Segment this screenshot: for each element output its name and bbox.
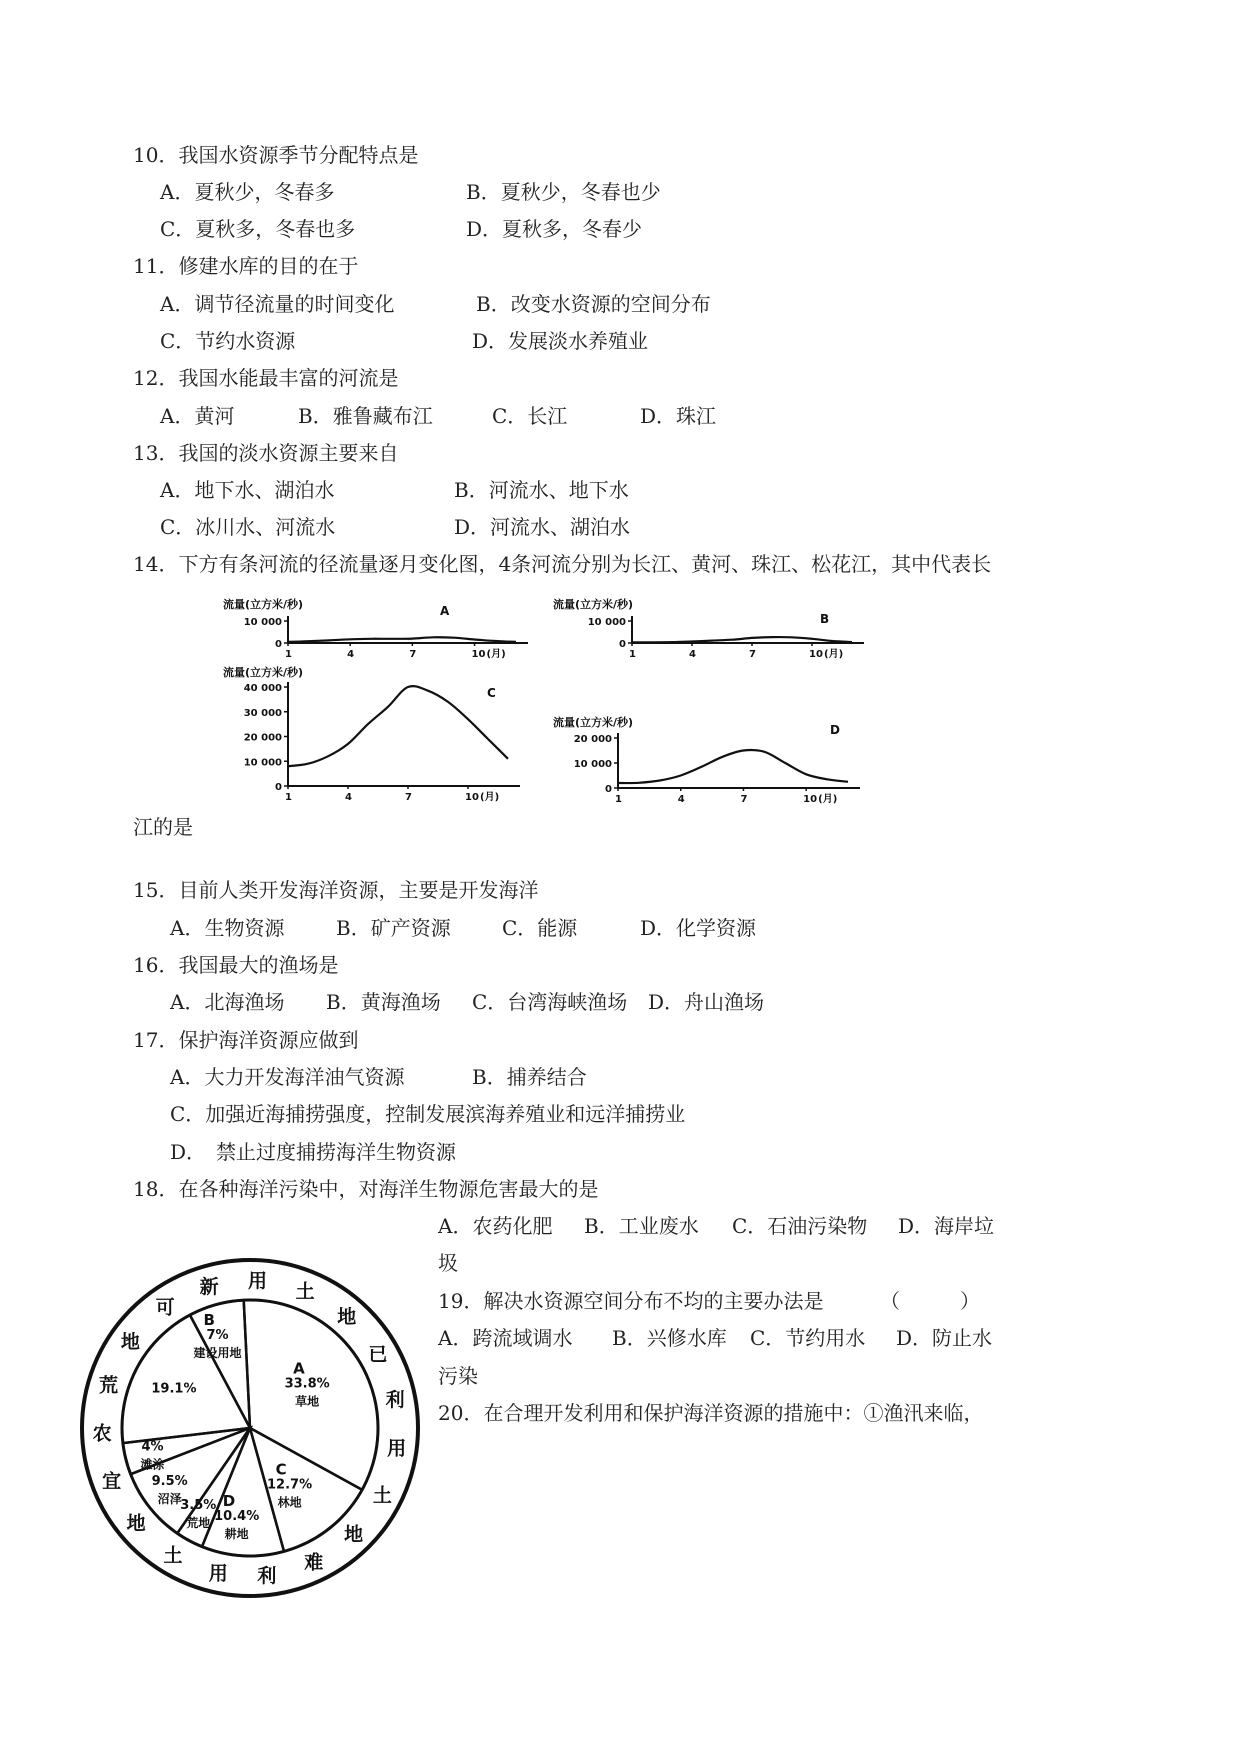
pie-ring-label: 难	[304, 1551, 324, 1574]
pie-slice-letter: D	[222, 1492, 236, 1511]
pie-ring-label: 地	[120, 1330, 140, 1353]
chart-d-x-tick-label: 4	[677, 794, 685, 805]
q16-stem: 16．我国最大的渔场是	[133, 953, 339, 977]
chart-a-xlabel: (月)	[486, 649, 506, 660]
q13-stem: 13．我国的淡水资源主要来自	[133, 441, 399, 465]
pie-slice-percent: 12.7%	[267, 1477, 313, 1493]
chart-a-x-tick-label: 1	[285, 649, 292, 660]
chart-b-x-tick-label: 10	[809, 649, 823, 660]
q13-option-d: D．河流水、湖泊水	[454, 515, 631, 539]
q12-option-c: C．长江	[492, 404, 568, 428]
pie-ring-label: 利	[257, 1565, 277, 1588]
q10-option-d: D．夏秋多，冬春少	[466, 217, 643, 241]
chart-c-series-line	[288, 686, 508, 766]
chart-d-y-tick-label: 0	[605, 784, 612, 795]
chart-d-panel-label: D	[830, 723, 840, 737]
q15-stem: 15．目前人类开发海洋资源，主要是开发海洋	[133, 878, 539, 902]
pie-ring-label: 土	[295, 1280, 315, 1303]
pie-slice-percent: 4%	[141, 1439, 164, 1455]
chart-b-series-line	[632, 637, 852, 642]
q18-stem: 18．在各种海洋污染中，对海洋生物源危害最大的是	[133, 1177, 599, 1201]
chart-a-y-tick-label: 10 000	[243, 617, 282, 628]
q14-stem-tail: 江的是	[133, 815, 193, 839]
pie-slice-name: 荒地	[186, 1516, 211, 1531]
chart-b-xlabel: (月)	[824, 649, 844, 660]
chart-c-xlabel: (月)	[480, 792, 500, 803]
q15-option-d: D．化学资源	[640, 916, 757, 940]
q17-option-d: D． 禁止过度捕捞海洋生物资源	[170, 1140, 457, 1164]
chart-c-x-tick-label: 7	[405, 792, 412, 803]
chart-c-ylabel: 流量(立方米/秒)	[223, 666, 304, 679]
q17-stem: 17．保护海洋资源应做到	[133, 1028, 359, 1052]
pie-ring-label: 宜	[102, 1470, 122, 1493]
q11-option-a: A．调节径流量的时间变化	[160, 292, 395, 316]
pie-ring-label: 农	[92, 1422, 112, 1445]
chart-c-panel-label: C	[487, 686, 496, 700]
q19-option-d-wrap: 污染	[438, 1364, 478, 1388]
chart-a-ylabel: 流量(立方米/秒)	[223, 598, 304, 611]
q10-stem: 10．我国水资源季节分配特点是	[133, 143, 419, 167]
chart-d-ylabel: 流量(立方米/秒)	[553, 716, 634, 729]
pie-slice-percent: 19.1%	[151, 1381, 197, 1397]
chart-d-series-line	[618, 750, 848, 783]
q11-stem: 11．修建水库的目的在于	[133, 254, 359, 278]
q12-option-a: A．黄河	[160, 404, 235, 428]
pie-ring-label: 用	[387, 1437, 407, 1460]
chart-b-y-tick-label: 10 000	[587, 617, 626, 628]
pie-slice-percent: 10.4%	[214, 1509, 260, 1525]
q20-stem: 20．在合理开发利用和保护海洋资源的措施中：①渔汛来临，	[438, 1401, 984, 1425]
pie-slice	[122, 1315, 250, 1443]
chart-a-y-tick-label: 0	[275, 639, 282, 650]
pie-slice-letter: B	[203, 1311, 215, 1330]
chart-d-xlabel: (月)	[818, 794, 838, 805]
pie-slice-name: 建设用地	[193, 1346, 242, 1361]
pie-slice-percent: 7%	[206, 1328, 229, 1344]
chart-a-panel-label: A	[440, 604, 450, 618]
q16-option-d: D．舟山渔场	[648, 990, 765, 1014]
q18-option-d: D．海岸垃	[898, 1214, 995, 1238]
pie-ring-label: 地	[344, 1523, 364, 1546]
runoff-chart-a	[215, 598, 535, 670]
chart-b-x-tick-label: 1	[629, 649, 636, 660]
q19-option-a: A．跨流域调水	[438, 1326, 573, 1350]
pie-slice-percent: 3.5%	[180, 1498, 217, 1514]
pie-slice-letter: A	[293, 1359, 305, 1378]
q15-option-c: C．能源	[502, 916, 578, 940]
chart-b-ylabel: 流量(立方米/秒)	[553, 598, 634, 611]
chart-c-y-tick-label: 0	[275, 782, 282, 793]
q17-option-b: B．捕养结合	[472, 1065, 587, 1089]
pie-slice-name: 林地	[277, 1495, 302, 1510]
chart-a-series-line	[288, 637, 516, 642]
chart-b-x-tick-label: 4	[689, 649, 696, 660]
chart-c-y-tick-label: 30 000	[243, 707, 282, 719]
chart-d-x-tick-label: 10	[803, 794, 818, 805]
pie-slice-name: 沼泽	[157, 1492, 182, 1507]
q19-option-d: D．防止水	[896, 1326, 993, 1350]
q19-option-b: B．兴修水库	[612, 1326, 727, 1350]
pie-ring-label: 荒	[99, 1374, 119, 1397]
pie-ring-label: 土	[163, 1544, 183, 1567]
q12-option-b: B．雅鲁藏布江	[298, 404, 433, 428]
q17-option-c: C．加强近海捕捞强度，控制发展滨海养殖业和远洋捕捞业	[170, 1102, 686, 1126]
q11-option-c: C．节约水资源	[160, 329, 296, 353]
q17-option-a: A．大力开发海洋油气资源	[170, 1065, 405, 1089]
pie-slice	[190, 1300, 250, 1428]
pie-slice-name: 草地	[295, 1394, 320, 1409]
q13-option-b: B．河流水、地下水	[454, 478, 629, 502]
pie-ring-label: 新	[199, 1275, 219, 1298]
chart-d-x-tick-label: 7	[740, 794, 748, 805]
land-use-pie-chart	[75, 1228, 430, 1754]
q11-option-d: D．发展淡水养殖业	[472, 329, 649, 353]
chart-c-y-tick-label: 10 000	[243, 757, 282, 769]
q19-option-c: C．节约用水	[750, 1326, 866, 1350]
pie-ring-label: 土	[372, 1484, 392, 1507]
q13-option-c: C．冰川水、河流水	[160, 515, 336, 539]
chart-b-y-tick-label: 0	[619, 639, 626, 650]
pie-slice-percent: 33.8%	[284, 1376, 330, 1392]
q16-option-b: B．黄海渔场	[326, 990, 441, 1014]
pie-ring-label: 地	[126, 1512, 146, 1535]
q16-option-a: A．北海渔场	[170, 990, 285, 1014]
chart-d-x-tick-label: 1	[615, 794, 622, 805]
pie-slice-name: 耕地	[224, 1527, 249, 1542]
pie-ring-label: 已	[368, 1343, 388, 1366]
chart-c-y-tick-label: 20 000	[243, 732, 282, 744]
q18-option-b: B．工业废水	[584, 1214, 699, 1238]
chart-b-panel-label: B	[820, 612, 830, 626]
chart-d-y-tick-label: 20 000	[573, 734, 612, 745]
chart-c-x-tick-label: 4	[345, 792, 352, 803]
q19-stem: 19．解决水资源空间分布不均的主要办法是	[438, 1289, 824, 1313]
q19-answer-paren: （ ）	[880, 1289, 980, 1313]
chart-c-x-tick-label: 10	[465, 792, 479, 803]
chart-c-x-tick-label: 1	[285, 792, 292, 803]
q11-option-b: B．改变水资源的空间分布	[476, 292, 711, 316]
chart-b-x-tick-label: 7	[749, 649, 756, 660]
pie-ring-label: 用	[208, 1562, 228, 1585]
pie-ring-label: 地	[337, 1305, 357, 1328]
chart-d-y-tick-label: 10 000	[573, 759, 612, 770]
pie-slice-percent: 9.5%	[151, 1474, 188, 1490]
chart-a-x-tick-label: 7	[409, 649, 417, 660]
q13-option-a: A．地下水、湖泊水	[160, 478, 335, 502]
q16-option-c: C．台湾海峡渔场	[472, 990, 628, 1014]
chart-c-y-tick-label: 40 000	[243, 683, 282, 694]
pie-slice-letter: C	[275, 1460, 287, 1479]
q18-option-c: C．石油污染物	[732, 1214, 868, 1238]
pie-ring-label: 利	[385, 1388, 405, 1411]
q18-option-a: A．农药化肥	[438, 1214, 553, 1238]
q15-option-a: A．生物资源	[170, 916, 285, 940]
pie-ring-label: 用	[248, 1270, 268, 1293]
q12-stem: 12．我国水能最丰富的河流是	[133, 366, 399, 390]
runoff-chart-c	[215, 666, 535, 806]
pie-ring-label: 可	[155, 1296, 175, 1319]
q15-option-b: B．矿产资源	[336, 916, 451, 940]
runoff-chart-d	[545, 716, 865, 806]
q10-option-a: A．夏秋少，冬春多	[160, 180, 335, 204]
q12-option-d: D．珠江	[640, 404, 717, 428]
q14-stem: 14．下方有条河流的径流量逐月变化图，4条河流分别为长江、黄河、珠江、松花江，其中代表长	[133, 552, 992, 576]
pie-slice-name: 滩涂	[140, 1457, 165, 1472]
runoff-chart-b	[545, 598, 865, 670]
q10-option-b: B．夏秋少，冬春也少	[466, 180, 661, 204]
chart-a-x-tick-label: 4	[347, 649, 355, 660]
q18-option-d-wrap: 圾	[438, 1251, 458, 1275]
q10-option-c: C．夏秋多，冬春也多	[160, 217, 356, 241]
chart-a-x-tick-label: 10	[471, 649, 486, 660]
